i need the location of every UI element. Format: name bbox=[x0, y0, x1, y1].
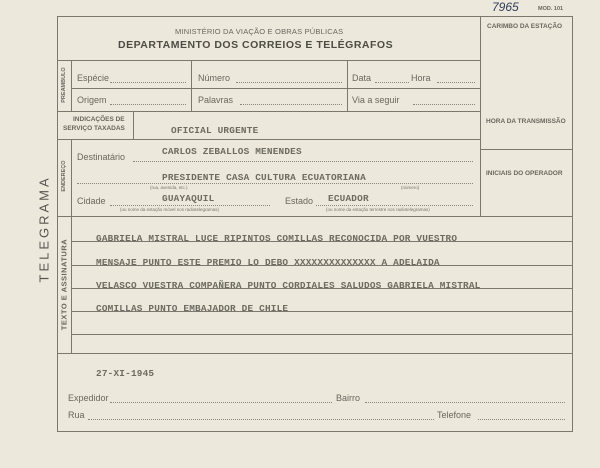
transmission-label: HORA DA TRANSMISSÃO bbox=[486, 118, 566, 125]
data-field[interactable] bbox=[375, 82, 409, 83]
via-label: Via a seguir bbox=[352, 95, 400, 105]
message-line: COMILLAS PUNTO EMBAJADOR DE CHILE bbox=[96, 303, 289, 314]
operator-label: INICIAIS DO OPERADOR bbox=[486, 170, 563, 177]
stamp-label: CARIMBO DA ESTAÇÃO bbox=[487, 23, 563, 30]
service-value: OFICIAL URGENTE bbox=[171, 125, 259, 136]
numero-field[interactable] bbox=[236, 82, 342, 83]
service-bottom bbox=[57, 139, 480, 140]
service-label-1: INDICAÇÕES DE bbox=[73, 116, 125, 123]
text-rule-5 bbox=[71, 334, 572, 335]
cidade-label: Cidade bbox=[77, 196, 106, 206]
text-side bbox=[71, 216, 72, 353]
service-divider bbox=[133, 111, 134, 139]
hora-field[interactable] bbox=[437, 82, 475, 83]
service-label-2: SERVIÇO TAXADAS bbox=[63, 125, 125, 132]
address-side bbox=[71, 139, 72, 216]
bairro-label: Bairro bbox=[336, 393, 361, 403]
city-value: GUAYAQUIL bbox=[162, 193, 215, 204]
preamble-div2 bbox=[347, 60, 348, 111]
data-label: Data bbox=[352, 73, 372, 83]
form-model: MOD. 101 bbox=[538, 6, 564, 12]
telegrama-label: TELEGRAMA bbox=[36, 175, 52, 283]
especie-field[interactable] bbox=[110, 82, 186, 83]
hora-label: Hora bbox=[411, 73, 431, 83]
frame-top bbox=[57, 16, 572, 17]
ministry-title: MINISTÉRIO DA VIAÇÃO E OBRAS PÚBLICAS bbox=[175, 27, 344, 36]
recipient-title: PRESIDENTE CASA CULTURA ECUATORIANA bbox=[162, 172, 366, 183]
palavras-label: Palavras bbox=[198, 95, 234, 105]
bairro-field[interactable] bbox=[365, 402, 565, 403]
preamble-side bbox=[71, 60, 72, 111]
text-bottom bbox=[57, 353, 572, 354]
telefone-field[interactable] bbox=[478, 419, 565, 420]
message-date: 27-XI-1945 bbox=[96, 368, 155, 379]
estado-field[interactable] bbox=[316, 205, 473, 206]
rua-label: Rua bbox=[68, 410, 85, 420]
message-line: GABRIELA MISTRAL LUCE RIPINTOS COMILLAS RECONOCIDA POR VUESTRO bbox=[96, 233, 458, 244]
frame-right bbox=[572, 16, 573, 432]
expedidor-label: Expedidor bbox=[68, 393, 109, 403]
archive-number: 7965 bbox=[492, 0, 519, 14]
rua-field[interactable] bbox=[88, 419, 434, 420]
palavras-field[interactable] bbox=[240, 104, 342, 105]
via-field[interactable] bbox=[413, 104, 475, 105]
telefone-label: Telefone bbox=[437, 410, 472, 420]
message-line: VELASCO VUESTRA COMPAÑERA PUNTO CORDIALES SALUDOS GABRIELA MISTRAL bbox=[96, 280, 481, 291]
right-column-rule bbox=[480, 149, 572, 150]
endereco-label: ENDEREÇO bbox=[61, 160, 67, 192]
texto-label: TEXTO E ASSINATURA bbox=[59, 238, 69, 331]
city-note: (ou nome da estação móvel nos radiotelegramas) bbox=[120, 207, 220, 212]
especie-label: Espécie bbox=[77, 73, 110, 83]
preamble-top bbox=[57, 60, 480, 61]
preambulo-label: PREAMBULO bbox=[61, 67, 67, 103]
number-note: (número) bbox=[401, 185, 420, 190]
street-field[interactable] bbox=[77, 183, 473, 184]
destinatario-field[interactable] bbox=[133, 161, 473, 162]
origem-label: Origem bbox=[77, 95, 107, 105]
state-value: ECUADOR bbox=[328, 193, 369, 204]
destinatario-label: Destinatário bbox=[77, 152, 126, 162]
preamble-bottom bbox=[57, 111, 480, 112]
right-column-divider bbox=[480, 16, 481, 216]
origem-field[interactable] bbox=[110, 104, 186, 105]
frame-bottom bbox=[57, 431, 572, 432]
numero-label: Número bbox=[198, 73, 231, 83]
estado-label: Estado bbox=[285, 196, 314, 206]
preamble-div1 bbox=[191, 60, 192, 111]
recipient-name: CARLOS ZEBALLOS MENENDES bbox=[162, 146, 302, 157]
frame-left bbox=[57, 16, 58, 432]
cidade-field[interactable] bbox=[110, 205, 270, 206]
department-title: DEPARTAMENTO DOS CORREIOS E TELÉGRAFOS bbox=[118, 39, 394, 51]
state-note: (ou nome da estação terrestre nos radiotelegramas) bbox=[326, 207, 430, 212]
street-note: (rua, avenida, etc.) bbox=[150, 185, 188, 190]
expedidor-field[interactable] bbox=[110, 402, 332, 403]
preamble-mid bbox=[71, 88, 480, 89]
text-top bbox=[57, 216, 572, 217]
message-line: MENSAJE PUNTO ESTE PREMIO LO DEBO XXXXXXXXXXXXXX A ADELAIDA bbox=[96, 257, 440, 268]
